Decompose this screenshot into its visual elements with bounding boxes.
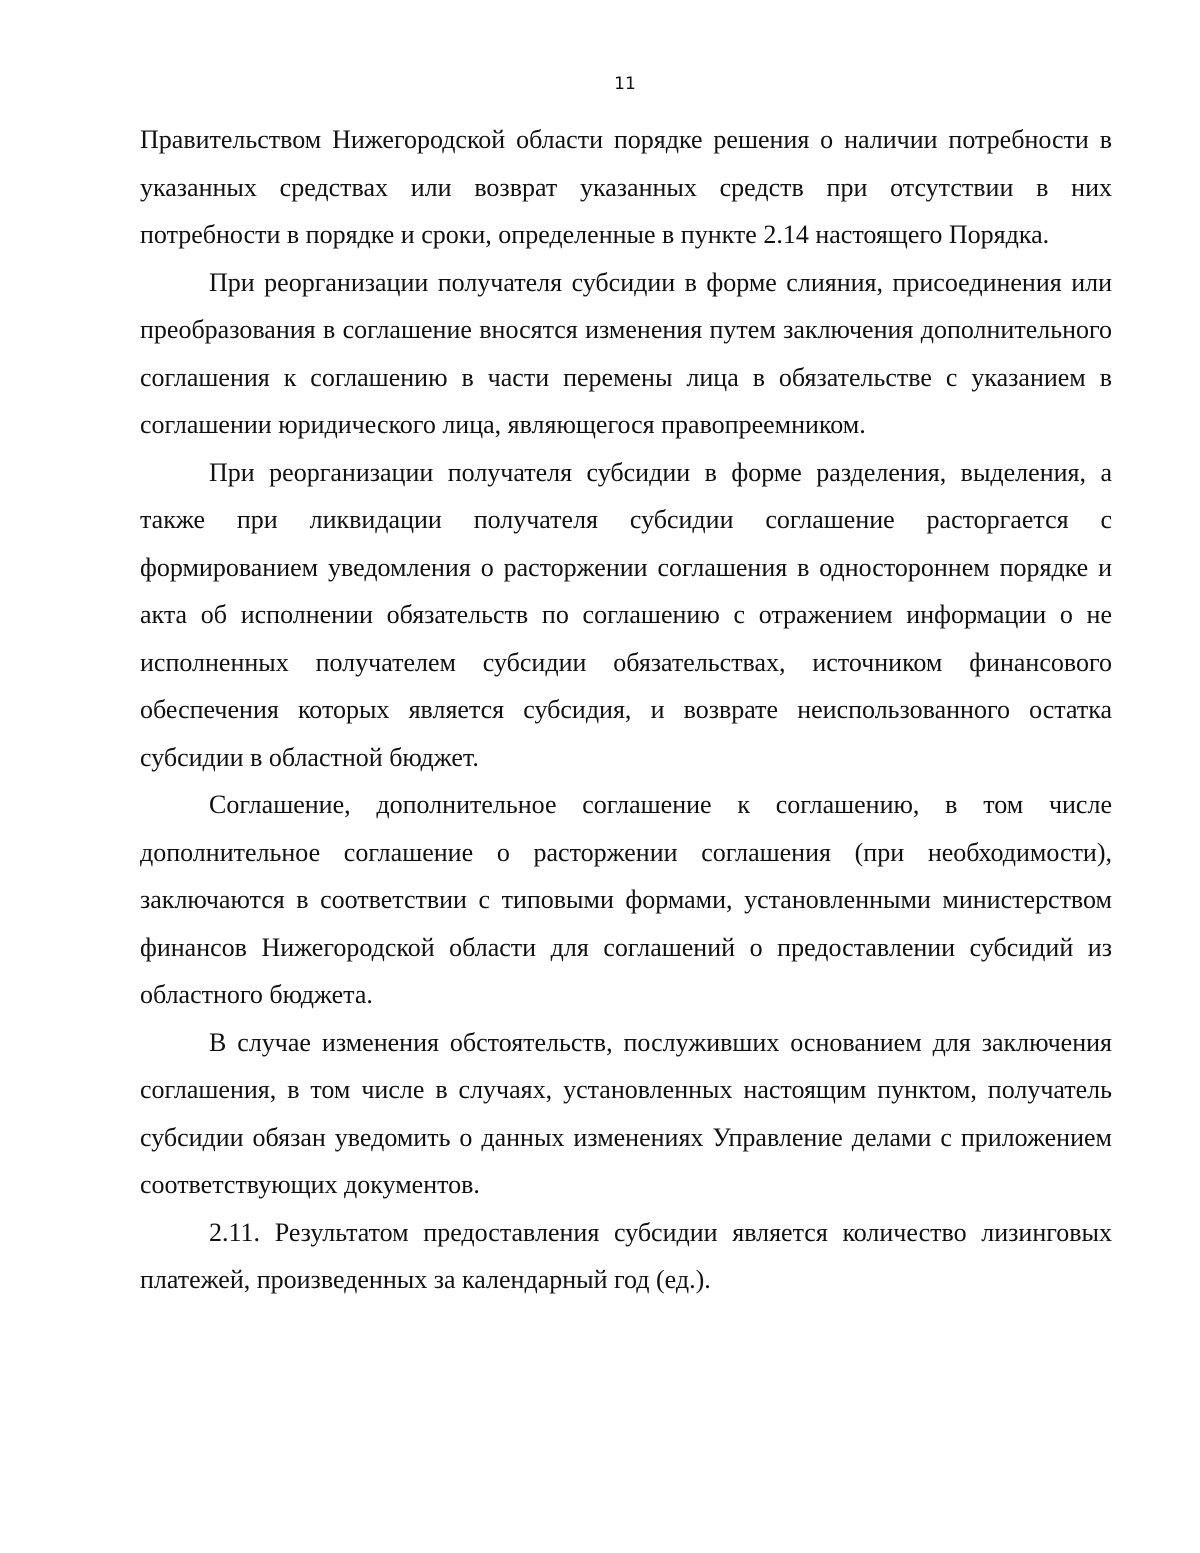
- page-number: 11: [614, 74, 636, 94]
- document-body: [140, 116, 1112, 1304]
- paragraph-clause-2-11: 2.11. Результатом предоставления субсидии является количество лизинговых платежей, произведенных за календарный год (ед.).: [140, 1217, 1112, 1294]
- paragraph-agreement-forms: Соглашение, дополнительное соглашение к соглашению, в том числе дополнительное соглашение о расторжении соглашения (при необходимости), заключаются в соответствии с типовыми формами, установленными министерством финансов Нижегородской области для соглашений о предоставлении субсидий из областного бюджета.: [140, 790, 1112, 1009]
- paragraph-continuation: Правительством Нижегородской области порядке решения о наличии потребности в указанных средствах или возврат указанных средств при отсутствии в них потребности в порядке и сроки, определенные в пункте 2.14 настоящего Порядка.: [140, 125, 1112, 249]
- paragraph-reorganization-merger: При реорганизации получателя субсидии в форме слияния, присоединения или преобразования в соглашение вносятся изменения путем заключения дополнительного соглашения к соглашению в части перемены лица в обязательстве с указанием в соглашении юридического лица, являющегося правопреемником.: [140, 267, 1112, 439]
- paragraph-reorganization-division: При реорганизации получателя субсидии в форме разделения, выделения, а также при ликвидации получателя субсидии соглашение расторгается с формированием уведомления о расторжении соглашения в одностороннем порядке и акта об исполнении обязательств по соглашению с отражением информации о не исполненных получателем субсидии обязательствах, источником финансового обеспечения которых является субсидия, и возврате неиспользованного остатка субсидии в областной бюджет.: [140, 457, 1112, 772]
- paragraph-change-of-circumstances: В случае изменения обстоятельств, послуживших основанием для заключения соглашения, в том числе в случаях, установленных настоящим пунктом, получатель субсидии обязан уведомить о данных изменениях Управление делами с приложением соответствующих документов.: [140, 1027, 1112, 1199]
